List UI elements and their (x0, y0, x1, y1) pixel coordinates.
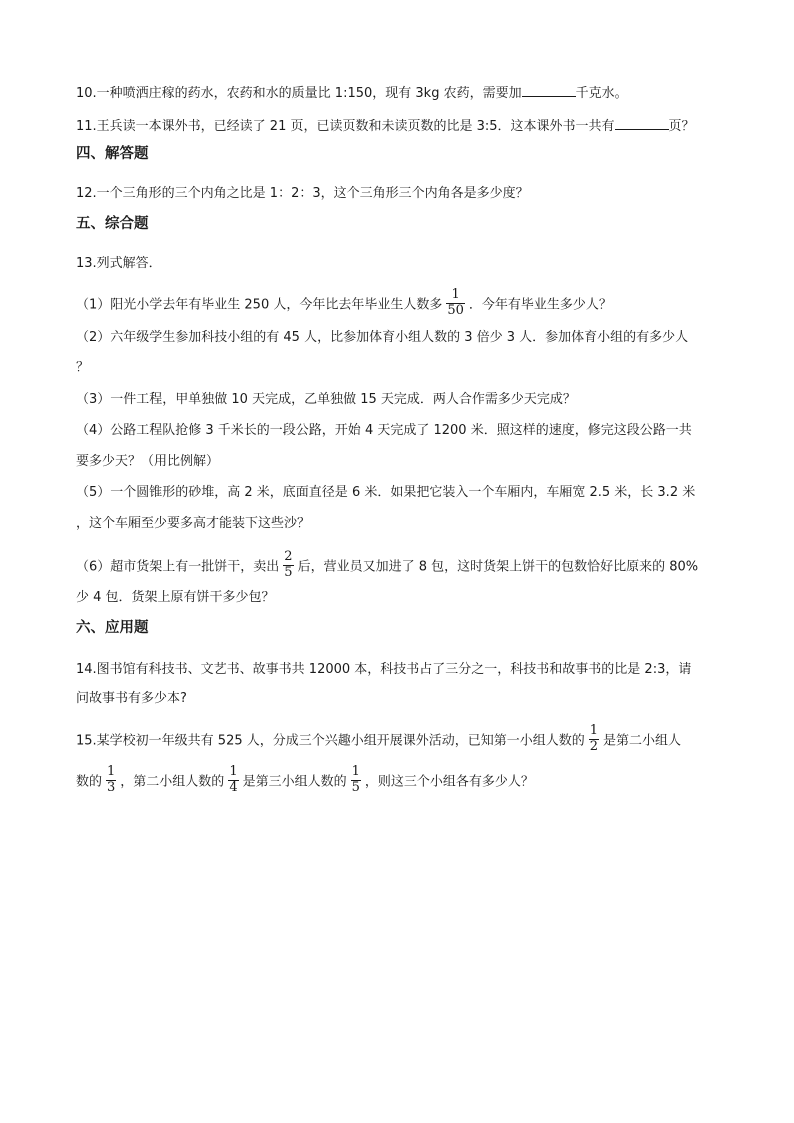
fraction-denominator: 5 (284, 565, 293, 580)
fraction-denominator: 50 (447, 303, 464, 318)
question-15-text-cont: 是第二小组人 (603, 733, 682, 749)
sub-question-6-suffix: 后，营业员又加进了 8 包，这时货架上饼干的包数恰好比原来的 80% (297, 559, 699, 575)
sub-question-4-line-1: （4）公路工程队抢修 3 千米长的一段公路，开始 4 天完成了 1200 米．照这样的速度，修完这段公路一共 (76, 423, 692, 438)
sub-question-1-text: （1）阳光小学去年有毕业生 250 人，今年比去年毕业生人数多 (76, 297, 443, 313)
section-heading-4: 四、解答题 (76, 146, 149, 162)
fraction-2-5 (283, 550, 293, 580)
sub-question-6-line-2: 少 4 包．货架上原有饼干多少包？ (76, 590, 275, 605)
sub-question-6-line-1 (76, 549, 699, 582)
fraction-numerator: 1 (351, 764, 360, 779)
sub-question-1-suffix: ．今年有毕业生多少人？ (468, 297, 612, 313)
question-15-line-1 (76, 723, 682, 756)
sub-question-2-line-2: ？ (76, 360, 90, 375)
question-14-line-2: 问故事书有多少本? (76, 691, 187, 706)
fraction-1-4 (228, 765, 238, 795)
question-13: 13.列式解答． (76, 256, 162, 271)
fraction-numerator: 2 (284, 549, 293, 564)
question-15-line-2-text: 数的 (76, 774, 103, 790)
question-15-text: 15.某学校初一年级共有 525 人，分成三个兴趣小组开展课外活动，已知第一小组人数的 (76, 733, 585, 749)
question-11-suffix: 页？ (668, 119, 695, 134)
question-10-text: 10.一种喷洒庄稼的药水，农药和水的质量比 1:150，现有 3kg 农药，需要加 (76, 86, 522, 101)
fraction-1-5 (351, 765, 361, 795)
section-heading-6: 六、应用题 (76, 620, 149, 636)
fraction-denominator: 5 (351, 780, 360, 795)
fraction-1-50 (446, 288, 465, 318)
question-15-line-2 (76, 764, 534, 797)
question-15-line-2-mid1: ，第二小组人数的 (120, 774, 225, 790)
fraction-numerator: 1 (229, 764, 238, 779)
sub-question-4-line-2: 要多少天？（用比例解） (76, 454, 220, 469)
fraction-numerator: 1 (589, 723, 599, 738)
fraction-1-3 (106, 765, 116, 795)
question-10 (76, 82, 628, 104)
answer-blank-10[interactable] (522, 82, 576, 97)
question-11-text: 11.王兵读一本课外书，已经读了 21 页，已读页数和未读页数的比是 3:5．这本课外书一共有 (76, 119, 615, 134)
fraction-numerator: 1 (107, 764, 116, 779)
sub-question-5-line-2: ，这个车厢至少要多高才能装下这些沙？ (76, 516, 311, 531)
sub-question-1 (76, 287, 612, 320)
question-15-line-2-mid2: 是第三小组人数的 (242, 774, 347, 790)
sub-question-2-line-1: （2）六年级学生参加科技小组的有 45 人，比参加体育小组人数的 3 倍少 3 人．参加体育小组的有多少人 (76, 330, 689, 345)
question-14-line-1: 14.图书馆有科技书、文艺书、故事书共 12000 本，科技书占了三分之一，科技书和故事书的比是 2:3，请 (76, 662, 692, 677)
answer-blank-11[interactable] (615, 115, 669, 130)
fraction-denominator: 3 (107, 780, 116, 795)
question-11 (76, 115, 695, 137)
fraction-numerator: 1 (451, 287, 460, 302)
question-15-line-2-suffix: ，则这三个小组各有多少人？ (364, 774, 534, 790)
sub-question-3: （3）一件工程，甲单独做 10 天完成，乙单独做 15 天完成．两人合作需多少天完成？ (76, 392, 576, 407)
question-12: 12.一个三角形的三个内角之比是 1：2：3，这个三角形三个内角各是多少度？ (76, 186, 529, 201)
question-10-suffix: 千克水。 (575, 86, 628, 101)
fraction-denominator: 2 (589, 739, 599, 754)
fraction-1-2 (589, 724, 599, 754)
sub-question-5-line-1: （5）一个圆锥形的砂堆，高 2 米，底面直径是 6 米．如果把它装入一个车厢内，车厢宽 2.5 米，长 3.2 米 (76, 485, 696, 500)
sub-question-6-text: （6）超市货架上有一批饼干，卖出 (76, 559, 280, 575)
fraction-denominator: 4 (229, 780, 238, 795)
section-heading-5: 五、综合题 (76, 216, 149, 232)
